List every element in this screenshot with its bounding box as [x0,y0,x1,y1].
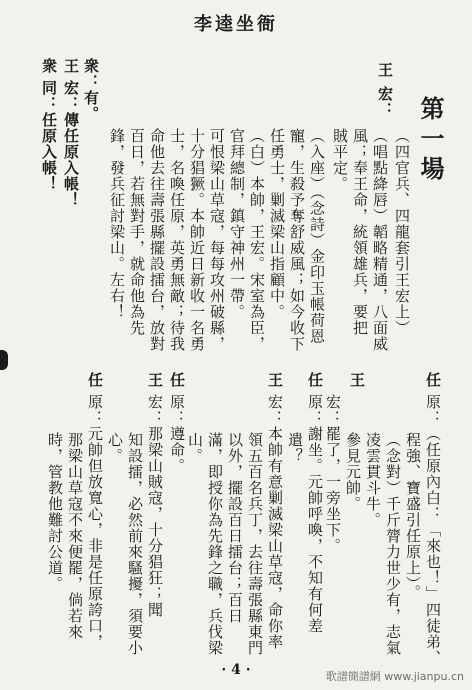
top-col-7: 寵，生殺予奪舒威風；如今收下 [288,128,306,352]
top-col-11: 可恨梁山草寇，每每攻州破縣， [208,128,226,352]
scene-title: 第一場 [416,96,445,186]
bottom-col-8: 任 [306,372,324,388]
bottom-col-24: 原：元帥但放寬心，非是任原誇口， [86,394,104,650]
bottom-col-21: 知設擂，必然前來騷擾，須要小 [126,432,144,656]
top-col-15: 百日，若無對手，就命他為先 [128,128,146,336]
top-col-0: 王 [376,62,394,78]
bottom-col-11: 王 [266,372,284,388]
top-col-5: 賊平定。 [331,128,349,192]
bottom-col-26: 時，管教他難討公道。 [46,432,64,592]
bottom-col-18: 原：遵命。 [168,394,186,474]
bottom-col-14: 以外，擺設百日擂台；百日 [226,432,244,624]
bottom-col-3: （念對）千斤膂力世少有，志氣 [384,432,402,656]
bottom-col-10: 遣？ [286,432,304,464]
top-col-10: 官拜總制，鎮守神州一帶。 [228,128,246,320]
bottom-col-5: 參見元帥。 [344,432,362,512]
bottom-col-22: 心。 [106,432,124,464]
top-col-20: 衆 [40,58,58,74]
bottom-col-25: 那梁山草寇不來便罷，倘若來 [66,432,84,640]
top-col-21: 同：任原入帳！ [40,80,58,192]
top-col-12: 十分猖獗。本帥近日新收一名勇 [188,128,206,352]
bottom-col-15: 滿，即授你為先鋒之職，兵伐梁 [206,432,224,656]
bottom-col-1: 原：（任原內白：「來也！」四徒弟、 [424,394,442,666]
top-col-2: （四官兵、四龍套引王宏上） [393,128,411,336]
bottom-col-13: 領五百名兵丁，去往壽張縣東門 [246,432,264,656]
bottom-col-7: 宏：罷了，一旁坐下。 [324,394,342,554]
top-col-6: （入座）（念詩）金印玉帳荷恩 [308,128,326,345]
page-number: · 4 · [221,662,251,678]
bottom-col-4: 凌雲貫斗牛。 [364,432,382,528]
top-col-9: （白）本帥，王宏。宋室為臣， [248,128,266,352]
top-col-16: 鋒，發兵征討梁山。左右！ [108,128,126,320]
bottom-col-2: 程強、寶盛引任原上）。 [404,432,422,601]
bottom-col-12: 宏：本帥有意剿滅梁山草寇，命你率 [266,394,284,650]
bottom-col-9: 原：謝坐。元帥呼喚，不知有何差 [306,394,324,634]
top-col-8: 任勇士，剿滅梁山指顧中。 [268,128,286,320]
top-col-13: 士，名喚任原，英勇無敵；待我 [168,128,186,352]
binding-edge-mark [0,350,8,370]
top-col-14: 命他去往壽張縣擺設擂台，放對 [148,128,166,352]
top-col-4: 風；奉王命，統領雄兵，要把 [351,128,369,336]
top-col-3: （唱點絳唇）韜略精通，八面威 [371,128,389,352]
top-col-17: 衆：有。 [82,58,100,122]
bottom-col-20: 宏：那梁山賊寇，十分猖狂；聞 [146,394,164,618]
bottom-col-19: 王 [146,372,164,388]
page-header-title: 李逵坐衙 [194,14,278,35]
top-col-19: 宏：傳任原入帳！ [62,80,80,208]
bottom-col-0: 任 [424,372,442,388]
site-watermark: 歌譜簡譜網 www.jianpu.cn [325,670,464,683]
bottom-col-17: 任 [168,372,186,388]
bottom-col-6: 王 [348,372,366,388]
top-col-18: 王 [62,58,80,74]
bottom-col-23: 任 [86,372,104,388]
bottom-col-16: 山。 [186,432,204,464]
top-col-1: 宏： [376,86,394,118]
